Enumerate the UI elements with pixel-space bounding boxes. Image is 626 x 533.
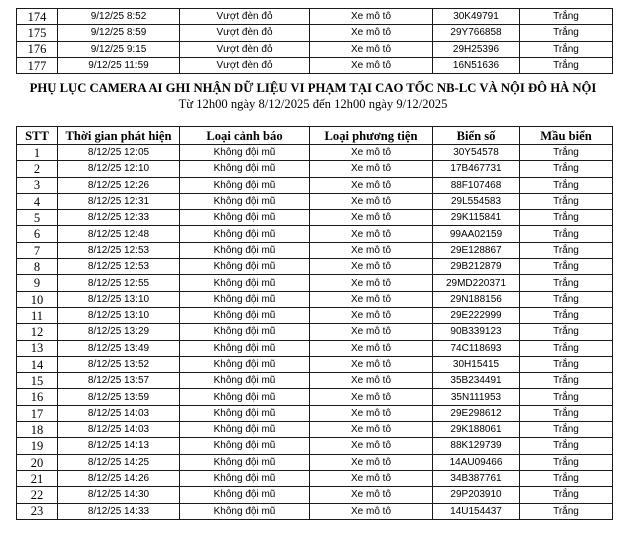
vehicle-type-cell: Xe mô tô	[310, 373, 433, 388]
appendix-title: PHỤ LỤC CAMERA AI GHI NHẬN DỮ LIỆU VI PHẠM TẠI CAO TỐC NB-LC VÀ NỘI ĐÔ HÀ NỘI	[29, 81, 597, 95]
detected-time-cell: 8/12/25 13:10	[58, 308, 180, 323]
detected-time-cell: 8/12/25 13:57	[58, 373, 180, 388]
table-row	[17, 178, 613, 194]
plate-number-cell: 74C118693	[433, 341, 520, 356]
table-row	[17, 455, 613, 471]
plate-color-cell: Trắng	[520, 58, 613, 73]
stt-cell: 4	[17, 194, 58, 209]
stt-cell: 18	[17, 422, 58, 437]
detected-time-cell: 8/12/25 12:53	[58, 259, 180, 274]
alert-type-cell: Không đội mũ	[180, 226, 310, 241]
table-row	[17, 308, 613, 324]
alert-type-cell: Không đội mũ	[180, 324, 310, 339]
plate-color-cell: Trắng	[520, 161, 613, 176]
plate-color-cell: Trắng	[520, 438, 613, 453]
alert-type-cell: Không đội mũ	[180, 487, 310, 502]
detected-time-cell: 8/12/25 14:33	[58, 504, 180, 519]
detected-time-cell: 8/12/25 13:10	[58, 292, 180, 307]
plate-number-cell: 30Y54578	[433, 145, 520, 160]
header-alert-type: Loại cảnh báo	[180, 127, 310, 144]
alert-type-cell: Không đội mũ	[180, 357, 310, 372]
vehicle-type-cell: Xe mô tô	[310, 341, 433, 356]
vehicle-type-cell: Xe mô tô	[310, 161, 433, 176]
alert-type-cell: Không đội mũ	[180, 471, 310, 486]
plate-number-cell: 29N188156	[433, 292, 520, 307]
stt-cell: 5	[17, 210, 58, 225]
stt-cell: 19	[17, 438, 58, 453]
vehicle-type-cell: Xe mô tô	[310, 9, 433, 24]
table-row	[17, 504, 613, 520]
vehicle-type-cell: Xe mô tô	[310, 389, 433, 404]
alert-type-cell: Vượt đèn đỏ	[180, 9, 310, 24]
header-stt: STT	[17, 127, 58, 144]
table-row	[17, 210, 613, 226]
plate-color-cell: Trắng	[520, 389, 613, 404]
plate-color-cell: Trắng	[520, 341, 613, 356]
vehicle-type-cell: Xe mô tô	[310, 438, 433, 453]
detected-time-cell: 8/12/25 12:10	[58, 161, 180, 176]
detected-time-cell: 8/12/25 13:52	[58, 357, 180, 372]
vehicle-type-cell: Xe mô tô	[310, 357, 433, 372]
detected-time-cell: 8/12/25 14:26	[58, 471, 180, 486]
alert-type-cell: Không đội mũ	[180, 389, 310, 404]
plate-color-cell: Trắng	[520, 357, 613, 372]
plate-color-cell: Trắng	[520, 259, 613, 274]
plate-color-cell: Trắng	[520, 194, 613, 209]
detected-time-cell: 9/12/25 11:59	[58, 58, 180, 73]
stt-cell: 17	[17, 406, 58, 421]
stt-cell: 22	[17, 487, 58, 502]
plate-number-cell: 29L554583	[433, 194, 520, 209]
stt-cell: 175	[17, 25, 58, 40]
plate-number-cell: 90B339123	[433, 324, 520, 339]
vehicle-type-cell: Xe mô tô	[310, 292, 433, 307]
vehicle-type-cell: Xe mô tô	[310, 58, 433, 73]
table-row	[17, 422, 613, 438]
header-plate-number: Biển số	[433, 127, 520, 144]
vehicle-type-cell: Xe mô tô	[310, 471, 433, 486]
time-range-subtitle: Từ 12h00 ngày 8/12/2025 đến 12h00 ngày 9/12/2025	[178, 97, 448, 111]
plate-number-cell: 29E298612	[433, 406, 520, 421]
plate-color-cell: Trắng	[520, 406, 613, 421]
detected-time-cell: 8/12/25 14:13	[58, 438, 180, 453]
plate-number-cell: 35N111953	[433, 389, 520, 404]
table-row	[17, 259, 613, 275]
vehicle-type-cell: Xe mô tô	[310, 308, 433, 323]
table-row	[17, 161, 613, 177]
alert-type-cell: Không đội mũ	[180, 422, 310, 437]
plate-color-cell: Trắng	[520, 178, 613, 193]
alert-type-cell: Không đội mũ	[180, 341, 310, 356]
vehicle-type-cell: Xe mô tô	[310, 422, 433, 437]
plate-color-cell: Trắng	[520, 275, 613, 290]
alert-type-cell: Không đội mũ	[180, 275, 310, 290]
vehicle-type-cell: Xe mô tô	[310, 42, 433, 57]
stt-cell: 20	[17, 455, 58, 470]
table-row	[17, 471, 613, 487]
header-plate-color: Mầu biển	[520, 127, 613, 144]
plate-color-cell: Trắng	[520, 308, 613, 323]
plate-color-cell: Trắng	[520, 243, 613, 258]
detected-time-cell: 8/12/25 14:03	[58, 406, 180, 421]
plate-number-cell: 14U154437	[433, 504, 520, 519]
table-row	[17, 9, 613, 25]
plate-number-cell: 88K129739	[433, 438, 520, 453]
detected-time-cell: 8/12/25 12:53	[58, 243, 180, 258]
stt-cell: 21	[17, 471, 58, 486]
vehicle-type-cell: Xe mô tô	[310, 243, 433, 258]
vehicle-type-cell: Xe mô tô	[310, 259, 433, 274]
plate-color-cell: Trắng	[520, 42, 613, 57]
alert-type-cell: Không đội mũ	[180, 194, 310, 209]
detected-time-cell: 8/12/25 14:25	[58, 455, 180, 470]
plate-number-cell: 29B212879	[433, 259, 520, 274]
vehicle-type-cell: Xe mô tô	[310, 406, 433, 421]
plate-color-cell: Trắng	[520, 487, 613, 502]
plate-color-cell: Trắng	[520, 504, 613, 519]
detected-time-cell: 9/12/25 8:59	[58, 25, 180, 40]
stt-cell: 11	[17, 308, 58, 323]
detected-time-cell: 8/12/25 13:59	[58, 389, 180, 404]
plate-number-cell: 29K115841	[433, 210, 520, 225]
stt-cell: 6	[17, 226, 58, 241]
table-row	[17, 58, 613, 74]
vehicle-type-cell: Xe mô tô	[310, 324, 433, 339]
table-row	[17, 389, 613, 405]
detected-time-cell: 8/12/25 12:26	[58, 178, 180, 193]
stt-cell: 23	[17, 504, 58, 519]
plate-number-cell: 88F107468	[433, 178, 520, 193]
plate-number-cell: 29P203910	[433, 487, 520, 502]
plate-color-cell: Trắng	[520, 292, 613, 307]
table-row	[17, 226, 613, 242]
alert-type-cell: Không đội mũ	[180, 455, 310, 470]
table-header-row	[17, 127, 613, 145]
vehicle-type-cell: Xe mô tô	[310, 275, 433, 290]
table-row	[17, 324, 613, 340]
table-row	[17, 292, 613, 308]
stt-cell: 7	[17, 243, 58, 258]
vehicle-type-cell: Xe mô tô	[310, 145, 433, 160]
plate-number-cell: 30K49791	[433, 9, 520, 24]
stt-cell: 176	[17, 42, 58, 57]
plate-number-cell: 29MD220371	[433, 275, 520, 290]
stt-cell: 177	[17, 58, 58, 73]
plate-number-cell: 16N51636	[433, 58, 520, 73]
table-row	[17, 42, 613, 58]
alert-type-cell: Không đội mũ	[180, 178, 310, 193]
plate-color-cell: Trắng	[520, 25, 613, 40]
header-detected-time: Thời gian phát hiện	[58, 127, 180, 144]
alert-type-cell: Không đội mũ	[180, 161, 310, 176]
detected-time-cell: 8/12/25 13:49	[58, 341, 180, 356]
plate-color-cell: Trắng	[520, 422, 613, 437]
alert-type-cell: Không đội mũ	[180, 145, 310, 160]
header-vehicle-type: Loại phương tiện	[310, 127, 433, 144]
detected-time-cell: 9/12/25 8:52	[58, 9, 180, 24]
plate-color-cell: Trắng	[520, 226, 613, 241]
detected-time-cell: 8/12/25 12:55	[58, 275, 180, 290]
alert-type-cell: Vượt đèn đỏ	[180, 25, 310, 40]
plate-number-cell: 29E222999	[433, 308, 520, 323]
plate-number-cell: 35B234491	[433, 373, 520, 388]
vehicle-type-cell: Xe mô tô	[310, 487, 433, 502]
vehicle-type-cell: Xe mô tô	[310, 455, 433, 470]
vehicle-type-cell: Xe mô tô	[310, 226, 433, 241]
vehicle-type-cell: Xe mô tô	[310, 178, 433, 193]
plate-color-cell: Trắng	[520, 324, 613, 339]
plate-number-cell: 34B387761	[433, 471, 520, 486]
plate-color-cell: Trắng	[520, 210, 613, 225]
stt-cell: 13	[17, 341, 58, 356]
detected-time-cell: 8/12/25 12:05	[58, 145, 180, 160]
vehicle-type-cell: Xe mô tô	[310, 210, 433, 225]
alert-type-cell: Không đội mũ	[180, 406, 310, 421]
table-row	[17, 145, 613, 161]
detected-time-cell: 8/12/25 12:33	[58, 210, 180, 225]
alert-type-cell: Vượt đèn đỏ	[180, 42, 310, 57]
table-row	[17, 341, 613, 357]
table-row	[17, 243, 613, 259]
alert-type-cell: Không đội mũ	[180, 504, 310, 519]
stt-cell: 10	[17, 292, 58, 307]
plate-number-cell: 29E128867	[433, 243, 520, 258]
vehicle-type-cell: Xe mô tô	[310, 194, 433, 209]
alert-type-cell: Không đội mũ	[180, 210, 310, 225]
stt-cell: 9	[17, 275, 58, 290]
alert-type-cell: Không đội mũ	[180, 243, 310, 258]
detected-time-cell: 8/12/25 12:31	[58, 194, 180, 209]
stt-cell: 3	[17, 178, 58, 193]
plate-number-cell: 29H25396	[433, 42, 520, 57]
table-row	[17, 438, 613, 454]
table-row	[17, 406, 613, 422]
stt-cell: 1	[17, 145, 58, 160]
plate-number-cell: 29Y766858	[433, 25, 520, 40]
previous-violations-table	[16, 8, 613, 74]
stt-cell: 15	[17, 373, 58, 388]
alert-type-cell: Không đội mũ	[180, 259, 310, 274]
vehicle-type-cell: Xe mô tô	[310, 504, 433, 519]
stt-cell: 2	[17, 161, 58, 176]
detected-time-cell: 8/12/25 12:48	[58, 226, 180, 241]
table-row	[17, 25, 613, 41]
table-row	[17, 194, 613, 210]
plate-color-cell: Trắng	[520, 471, 613, 486]
detected-time-cell: 8/12/25 13:29	[58, 324, 180, 339]
detected-time-cell: 8/12/25 14:30	[58, 487, 180, 502]
stt-cell: 14	[17, 357, 58, 372]
plate-number-cell: 99AA02159	[433, 226, 520, 241]
plate-color-cell: Trắng	[520, 145, 613, 160]
plate-number-cell: 29K188061	[433, 422, 520, 437]
plate-number-cell: 14AU09466	[433, 455, 520, 470]
alert-type-cell: Không đội mũ	[180, 373, 310, 388]
stt-cell: 12	[17, 324, 58, 339]
alert-type-cell: Không đội mũ	[180, 438, 310, 453]
stt-cell: 174	[17, 9, 58, 24]
violations-table	[16, 126, 613, 520]
plate-color-cell: Trắng	[520, 9, 613, 24]
plate-color-cell: Trắng	[520, 373, 613, 388]
vehicle-type-cell: Xe mô tô	[310, 25, 433, 40]
plate-number-cell: 17B467731	[433, 161, 520, 176]
table-row	[17, 487, 613, 503]
alert-type-cell: Không đội mũ	[180, 308, 310, 323]
plate-number-cell: 30H15415	[433, 357, 520, 372]
stt-cell: 16	[17, 389, 58, 404]
table-row	[17, 373, 613, 389]
plate-color-cell: Trắng	[520, 455, 613, 470]
detected-time-cell: 8/12/25 14:03	[58, 422, 180, 437]
alert-type-cell: Vượt đèn đỏ	[180, 58, 310, 73]
stt-cell: 8	[17, 259, 58, 274]
detected-time-cell: 9/12/25 9:15	[58, 42, 180, 57]
table-row	[17, 275, 613, 291]
alert-type-cell: Không đội mũ	[180, 292, 310, 307]
table-row	[17, 357, 613, 373]
